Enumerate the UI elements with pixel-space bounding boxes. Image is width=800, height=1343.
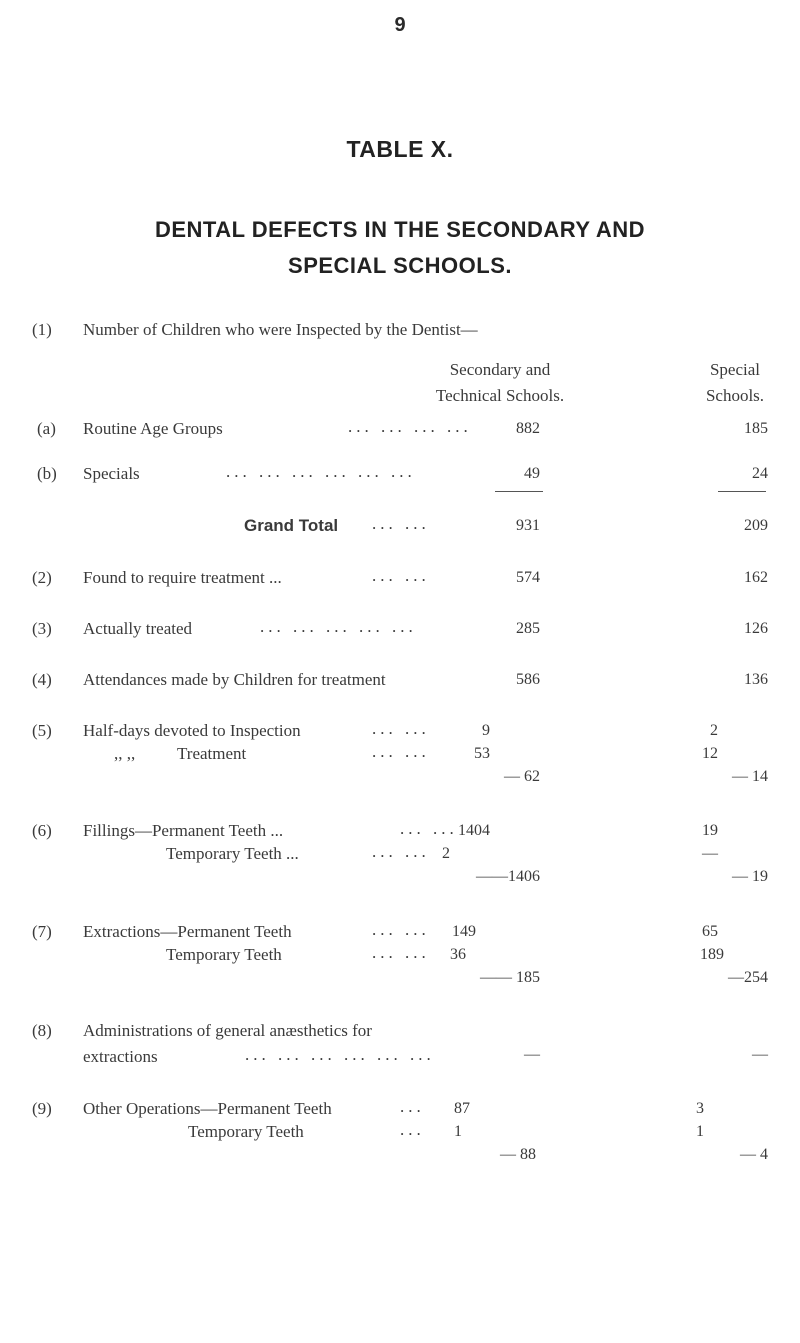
section-number: (5) bbox=[32, 721, 52, 740]
secondary-value: 53 bbox=[474, 745, 490, 762]
leader-dots: ... ... ... ... bbox=[348, 417, 472, 436]
section-total-special: — 14 bbox=[732, 768, 768, 785]
row-letter: (b) bbox=[37, 464, 57, 483]
section-number: (4) bbox=[32, 670, 52, 689]
leader-dots: ... bbox=[400, 1120, 425, 1139]
table-title: TABLE X. bbox=[346, 136, 454, 162]
secondary-value: 1 bbox=[454, 1123, 462, 1140]
special-value: 3 bbox=[696, 1100, 704, 1117]
special-value: 2 bbox=[710, 722, 718, 739]
row-label: Treatment bbox=[177, 744, 247, 763]
special-value: 162 bbox=[744, 569, 768, 586]
section-number: (6) bbox=[32, 821, 52, 840]
row-label: Other Operations—Permanent Teeth bbox=[83, 1099, 332, 1118]
secondary-value: 9 bbox=[482, 722, 490, 739]
leader-dots: ... ... bbox=[372, 842, 430, 861]
section-total-secondary: — 88 bbox=[500, 1146, 536, 1163]
page-number: 9 bbox=[394, 14, 406, 36]
section-total-special: — 4 bbox=[740, 1146, 768, 1163]
section-total-special: —254 bbox=[728, 969, 768, 986]
section-total-secondary: — 62 bbox=[504, 768, 540, 785]
leader-dots: ... bbox=[400, 1097, 425, 1116]
column-header-secondary-line-2: Technical Schools. bbox=[435, 386, 565, 405]
leader-dots: ... ... bbox=[372, 719, 430, 738]
special-value: 24 bbox=[752, 465, 768, 482]
special-value: 1 bbox=[696, 1123, 704, 1140]
section-number: (9) bbox=[32, 1099, 52, 1118]
leader-dots: ... ... bbox=[372, 514, 430, 533]
row-label: Temporary Teeth bbox=[188, 1122, 304, 1141]
row-label: Temporary Teeth ... bbox=[166, 844, 299, 863]
column-header-special-line-2: Schools. bbox=[705, 386, 765, 405]
secondary-value: 931 bbox=[516, 517, 540, 534]
sum-rule bbox=[718, 491, 766, 492]
leader-dots: ... ... bbox=[372, 742, 430, 761]
leader-dots: ... ... ... ... ... ... bbox=[226, 462, 416, 481]
section-total-secondary: ——1406 bbox=[476, 868, 540, 885]
section-number: (8) bbox=[32, 1021, 52, 1040]
special-value: 136 bbox=[744, 671, 768, 688]
leader-dots: ... ... bbox=[400, 819, 458, 838]
section-number: (2) bbox=[32, 568, 52, 587]
secondary-value: 2 bbox=[442, 845, 450, 862]
row-label: Specials bbox=[83, 464, 140, 483]
section-total-special: — 19 bbox=[732, 868, 768, 885]
row-letter: (a) bbox=[37, 419, 56, 438]
special-value: 209 bbox=[744, 517, 768, 534]
column-header-special-line-1: Special bbox=[709, 360, 761, 379]
row-label: Actually treated bbox=[83, 619, 193, 638]
subtitle-line-2: SPECIAL SCHOOLS. bbox=[288, 253, 512, 278]
special-value: 19 bbox=[702, 822, 718, 839]
ditto-marks: ,, ,, bbox=[114, 744, 136, 763]
section-number: (3) bbox=[32, 619, 52, 638]
secondary-value: 49 bbox=[524, 465, 540, 482]
leader-dots: ... ... bbox=[372, 943, 430, 962]
subtitle-line-1: DENTAL DEFECTS IN THE SECONDARY AND bbox=[154, 217, 646, 242]
row-label: Half-days devoted to Inspection bbox=[83, 721, 301, 740]
row-label: Extractions—Permanent Teeth bbox=[83, 922, 292, 941]
row-label-line-1: Administrations of general anæsthetics for bbox=[83, 1021, 372, 1040]
row-label: Found to require treatment ... bbox=[83, 568, 282, 587]
row-label: Fillings—Permanent Teeth ... bbox=[83, 821, 284, 840]
leader-dots: ... ... ... ... ... bbox=[260, 617, 417, 636]
secondary-value: 149 bbox=[452, 923, 476, 940]
section-number: (7) bbox=[32, 922, 52, 941]
leader-dots: ... ... bbox=[372, 920, 430, 939]
special-value: 126 bbox=[744, 620, 768, 637]
leader-dots: ... ... bbox=[372, 566, 430, 585]
secondary-value: 882 bbox=[516, 420, 540, 437]
secondary-value: 36 bbox=[450, 946, 466, 963]
secondary-value: 285 bbox=[516, 620, 540, 637]
section-total-secondary: —— 185 bbox=[480, 969, 540, 986]
special-value: 12 bbox=[702, 745, 718, 762]
secondary-value: 586 bbox=[516, 671, 540, 688]
special-value: — bbox=[702, 845, 718, 862]
special-value: 65 bbox=[702, 923, 718, 940]
grand-total-label: Grand Total bbox=[244, 516, 339, 535]
special-value: 189 bbox=[700, 946, 724, 963]
row-label-line-2: extractions bbox=[83, 1047, 158, 1066]
special-value: — bbox=[752, 1046, 768, 1063]
secondary-value: 574 bbox=[516, 569, 540, 586]
secondary-value: 87 bbox=[454, 1100, 470, 1117]
column-header-secondary-line-1: Secondary and bbox=[449, 360, 551, 379]
row-label: Attendances made by Children for treatment bbox=[83, 670, 386, 689]
row-label: Temporary Teeth bbox=[166, 945, 282, 964]
secondary-value: 1404 bbox=[458, 822, 490, 839]
row-label: Routine Age Groups bbox=[83, 419, 223, 438]
section-number: (1) bbox=[32, 320, 52, 339]
sum-rule bbox=[495, 491, 543, 492]
section-label: Number of Children who were Inspected by the Dentist— bbox=[83, 320, 478, 339]
special-value: 185 bbox=[744, 420, 768, 437]
leader-dots: ... ... ... ... ... ... bbox=[245, 1045, 435, 1064]
secondary-value: — bbox=[524, 1046, 540, 1063]
